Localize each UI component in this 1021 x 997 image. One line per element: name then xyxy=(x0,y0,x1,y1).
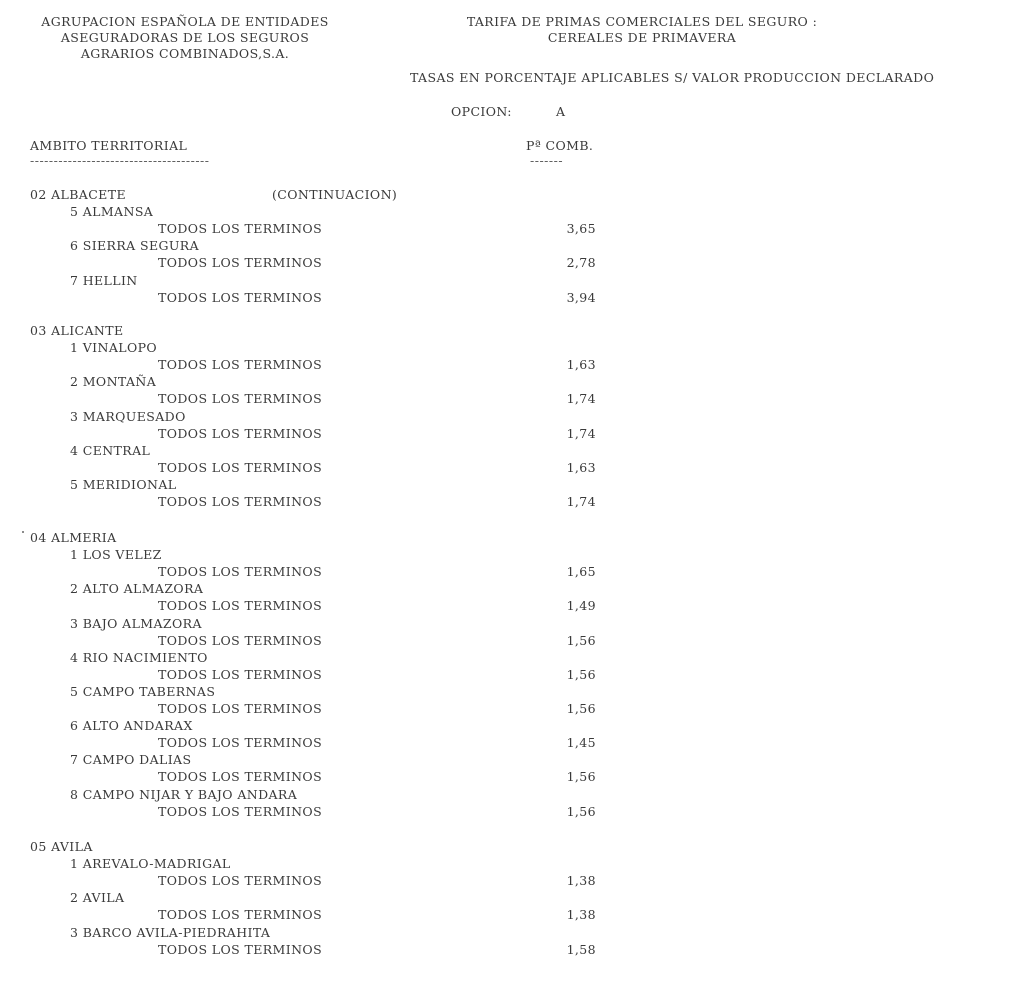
organization-line-1: AGRUPACION ESPAÑOLA DE ENTIDADES xyxy=(41,14,329,29)
district-terms: TODOS LOS TERMINOS xyxy=(158,221,323,237)
district-terms: TODOS LOS TERMINOS xyxy=(158,494,323,509)
district-name: 7 CAMPO DALIAS xyxy=(70,752,192,768)
district-rate: 3,65 xyxy=(566,221,596,237)
province-note: (CONTINUACION) xyxy=(272,187,398,202)
district-name: 1 LOS VELEZ xyxy=(70,547,162,563)
district-name: 7 HELLIN xyxy=(70,272,138,288)
district-rate: 1,56 xyxy=(566,666,596,682)
district-terms: TODOS LOS TERMINOS xyxy=(158,632,323,648)
district-name: 2 ALTO ALMAZORA xyxy=(70,581,204,597)
district-terms: TODOS LOS TERMINOS xyxy=(158,769,323,785)
district-terms: TODOS LOS TERMINOS xyxy=(158,941,323,957)
province-heading: 04 ALMERIA xyxy=(30,530,117,545)
district-name: 8 CAMPO NIJAR Y BAJO ANDARA xyxy=(70,786,298,802)
district-rate: 1,45 xyxy=(566,735,596,751)
district-name: 3 BARCO AVILA-PIEDRAHITA xyxy=(70,924,271,940)
district-name: 4 CENTRAL xyxy=(70,442,151,458)
district-terms: TODOS LOS TERMINOS xyxy=(158,907,323,923)
district-terms: TODOS LOS TERMINOS xyxy=(158,391,323,407)
district-name: 1 AREVALO-MADRIGAL xyxy=(70,856,231,872)
district-name: 3 BAJO ALMAZORA xyxy=(70,615,202,631)
district-terms: TODOS LOS TERMINOS xyxy=(158,666,323,682)
stray-mark xyxy=(22,531,24,533)
tariff-title-line-2: CEREALES DE PRIMAVERA xyxy=(547,30,737,45)
district-rate: 3,94 xyxy=(566,289,596,305)
province-heading: 03 ALICANTE xyxy=(30,323,124,338)
option-label: OPCION: xyxy=(451,104,512,119)
district-name: 2 AVILA xyxy=(70,890,125,906)
district-terms: TODOS LOS TERMINOS xyxy=(158,873,323,889)
district-terms: TODOS LOS TERMINOS xyxy=(158,701,323,716)
district-rate: 1,38 xyxy=(566,907,596,923)
district-name: 5 MERIDIONAL xyxy=(70,476,177,492)
organization-line-3: AGRARIOS COMBINADOS,S.A. xyxy=(80,46,290,61)
province-heading: 05 AVILA xyxy=(30,839,93,854)
rates-note: TASAS EN PORCENTAJE APLICABLES S/ VALOR PRODUCCION DECLARADO xyxy=(410,70,935,85)
district-name: 6 SIERRA SEGURA xyxy=(70,238,200,254)
district-rate: 1,38 xyxy=(566,873,596,889)
district-terms: TODOS LOS TERMINOS xyxy=(158,425,323,441)
district-name: 6 ALTO ANDARAX xyxy=(70,718,193,734)
district-terms: TODOS LOS TERMINOS xyxy=(158,735,323,751)
district-rate: 1,56 xyxy=(566,803,596,819)
district-name: 1 VINALOPO xyxy=(70,340,158,356)
tariff-title-line-1: TARIFA DE PRIMAS COMERCIALES DEL SEGURO : xyxy=(466,14,818,29)
district-terms: TODOS LOS TERMINOS xyxy=(158,803,323,819)
district-name: 4 RIO NACIMIENTO xyxy=(70,649,208,665)
district-rate: 1,63 xyxy=(566,357,596,373)
district-rate: 1,49 xyxy=(566,598,596,614)
organization-line-2: ASEGURADORAS DE LOS SEGUROS xyxy=(60,30,310,45)
district-name: 5 CAMPO TABERNAS xyxy=(70,683,216,699)
district-rate: 1,74 xyxy=(566,425,596,441)
district-terms: TODOS LOS TERMINOS xyxy=(158,357,323,373)
district-rate: 1,56 xyxy=(566,769,596,785)
district-terms: TODOS LOS TERMINOS xyxy=(158,289,323,305)
district-rate: 1,65 xyxy=(566,564,596,580)
district-terms: TODOS LOS TERMINOS xyxy=(158,459,323,475)
column-header-territory: AMBITO TERRITORIAL xyxy=(30,138,188,153)
district-terms: TODOS LOS TERMINOS xyxy=(158,564,323,580)
district-name: 2 MONTAÑA xyxy=(70,374,157,390)
column-rule-territory: -------------------------------------- xyxy=(30,153,210,168)
district-rate: 1,56 xyxy=(566,632,596,648)
district-rate: 1,63 xyxy=(566,459,596,475)
province-heading: 02 ALBACETE xyxy=(30,187,126,202)
option-value: A xyxy=(556,104,566,119)
district-rate: 1,58 xyxy=(566,941,596,957)
district-terms: TODOS LOS TERMINOS xyxy=(158,598,323,614)
district-name: 3 MARQUESADO xyxy=(70,408,186,424)
district-rate: 2,78 xyxy=(566,255,596,271)
column-rule-premium: ------- xyxy=(530,153,564,168)
district-terms: TODOS LOS TERMINOS xyxy=(158,255,323,271)
district-rate: 1,74 xyxy=(566,391,596,407)
district-rate: 1,56 xyxy=(566,701,596,716)
district-rate: 1,74 xyxy=(566,494,596,509)
column-header-premium: Pª COMB. xyxy=(526,138,594,153)
district-name: 5 ALMANSA xyxy=(70,204,154,220)
